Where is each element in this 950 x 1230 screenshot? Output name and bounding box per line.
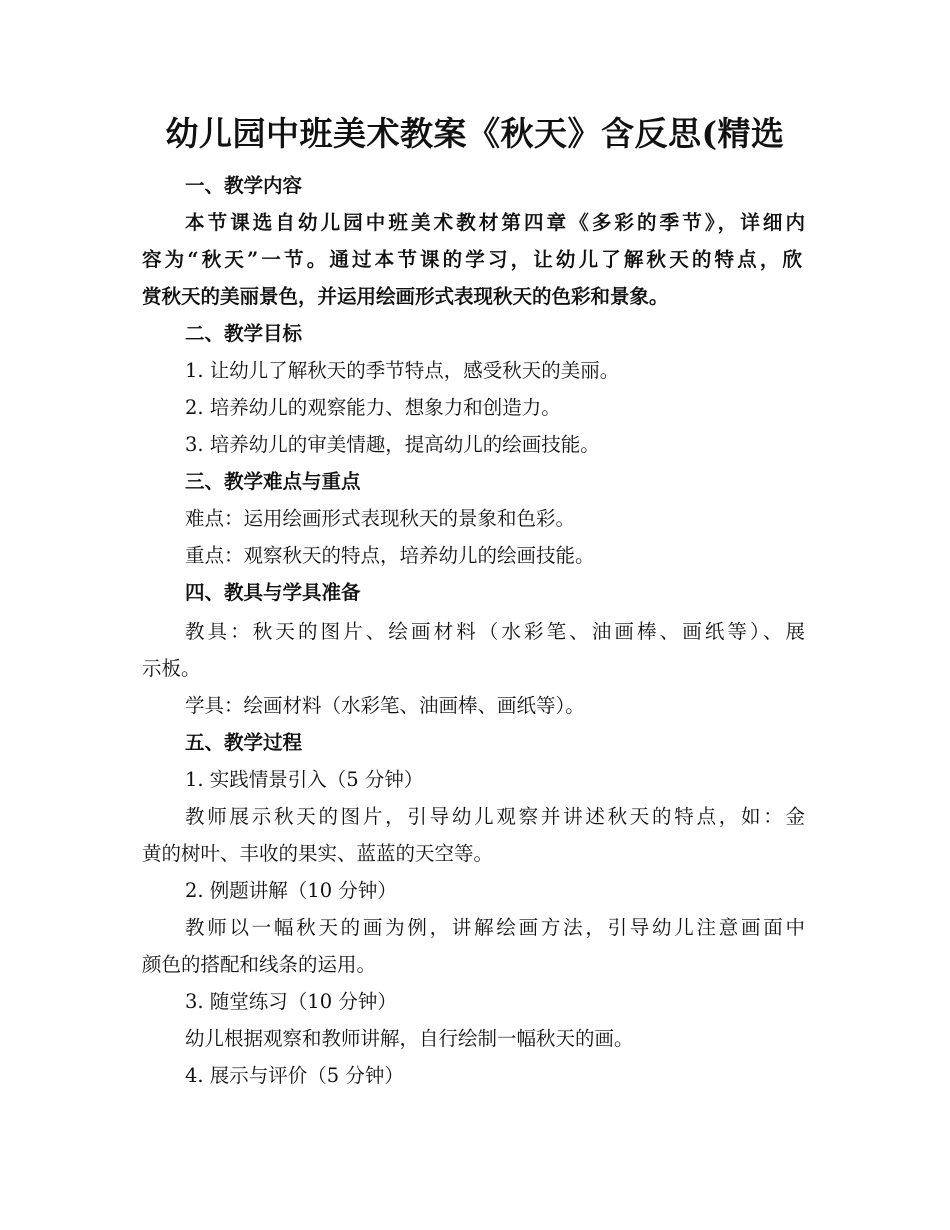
paragraph-line: 学具：绘画材料（水彩笔、油画棒、画纸等）。 [185, 694, 585, 717]
section-heading-materials: 四、教具与学具准备 [185, 581, 361, 604]
section-heading-content: 一、教学内容 [185, 174, 303, 197]
paragraph-line: 幼儿根据观察和教师讲解，自行绘制一幅秋天的画。 [185, 1027, 634, 1050]
section-heading-process: 五、教学过程 [185, 731, 303, 754]
document-title: 幼儿园中班美术教案《秋天》含反思(精选 [165, 114, 785, 153]
paragraph-line: 示板。 [142, 657, 201, 680]
list-item: 2. 培养幼儿的观察能力、想象力和创造力。 [185, 396, 561, 419]
list-item: 1. 让幼儿了解秋天的季节特点，感受秋天的美丽。 [185, 359, 620, 382]
paragraph-line: 容为“秋天”一节。通过本节课的学习，让幼儿了解秋天的特点，欣 [142, 248, 802, 271]
paragraph-line: 赏秋天的美丽景色，并运用绘画形式表现秋天的色彩和景象。 [142, 285, 669, 308]
paragraph-line: 教具：秋天的图片、绘画材料（水彩笔、油画棒、画纸等）、展 [185, 620, 805, 643]
paragraph-line: 黄的树叶、丰收的果实、蓝蓝的天空等。 [142, 842, 494, 865]
section-heading-difficulties: 三、教学难点与重点 [185, 470, 361, 493]
list-item: 3. 随堂练习（10 分钟） [185, 990, 397, 1013]
list-item: 4. 展示与评价（5 分钟） [185, 1064, 404, 1087]
paragraph-line: 难点：运用绘画形式表现秋天的景象和色彩。 [185, 507, 576, 530]
paragraph-line: 教师展示秋天的图片，引导幼儿观察并讲述秋天的特点，如：金 [185, 805, 805, 828]
paragraph-line: 颜色的搭配和线条的运用。 [142, 953, 377, 976]
paragraph-line: 教师以一幅秋天的画为例，讲解绘画方法，引导幼儿注意画面中 [185, 916, 805, 939]
list-item: 1. 实践情景引入（5 分钟） [185, 768, 424, 791]
paragraph-line: 本节课选自幼儿园中班美术教材第四章《多彩的季节》，详细内 [185, 211, 805, 234]
paragraph-line: 重点：观察秋天的特点，培养幼儿的绘画技能。 [185, 544, 595, 567]
list-item: 2. 例题讲解（10 分钟） [185, 879, 397, 902]
section-heading-goals: 二、教学目标 [185, 322, 303, 345]
list-item: 3. 培养幼儿的审美情趣，提高幼儿的绘画技能。 [185, 433, 600, 456]
